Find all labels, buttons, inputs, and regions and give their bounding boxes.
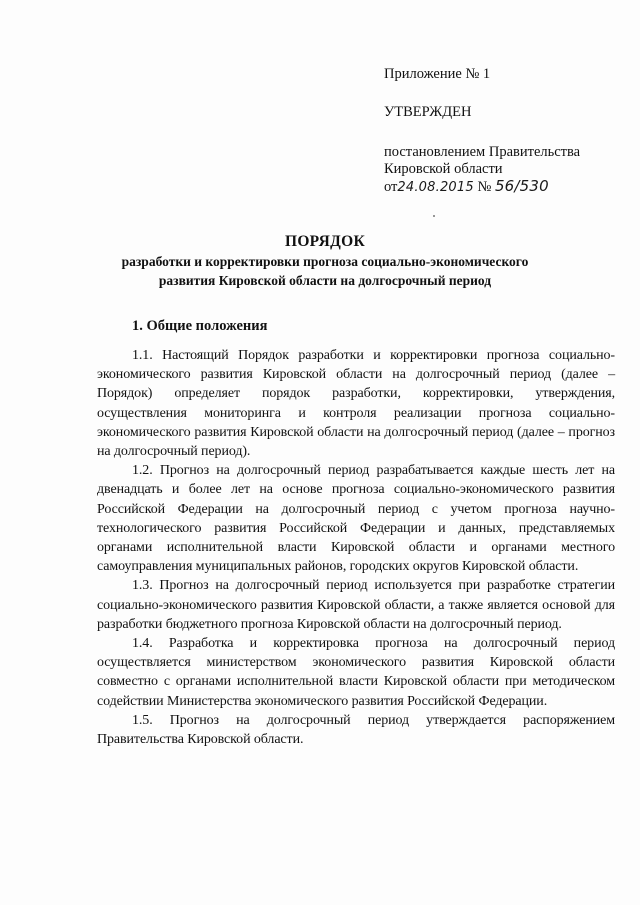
title-main: ПОРЯДОК — [284, 233, 366, 250]
section-heading: 1. Общие положения — [132, 318, 268, 334]
approved-label: УТВЕРЖДЕН — [384, 104, 472, 120]
decree-date-number — [384, 178, 624, 196]
date-prefix: от — [384, 179, 398, 195]
paragraph-1-1: 1.1. Настоящий Порядок разработки и корректировки прогноза социально-экономического развития Кировской области на долгосрочный период (далее – Порядок) определяет порядок разработки, корректировки, утверждения, осуществления мониторинга и контроля реализации прогноза социально-экономического развития Кировской области на долгосрочный период (далее – прогноз на долгосрочный период). — [97, 348, 615, 460]
paragraph-1-5: 1.5. Прогноз на долгосрочный период утверждается распоряжением Правительства Кировской области. — [97, 712, 615, 748]
title-subtitle-line-2: развития Кировской области на долгосрочный период — [158, 273, 492, 288]
decree-line-2: Кировской области — [384, 161, 503, 177]
title-subtitle-line-1: разработки и корректировки прогноза социально-экономического — [121, 254, 529, 269]
appendix-number: Приложение № 1 — [384, 66, 491, 82]
paragraph-1-2: 1.2. Прогноз на долгосрочный период разрабатывается каждые шесть лет на двенадцать и более лет на основе прогноза социально-экономического развития Российской Федерации на долгосрочный период с учетом прогноза научно-технологического развития Российской Федерации и данных, представляемых органами исполнительной власти Кировской области и органами местного самоуправления муниципальных районов, городских округов Кировской области. — [97, 463, 615, 575]
section-body — [97, 346, 615, 749]
handwritten-date: 24.08.2015 — [397, 180, 474, 195]
handwritten-number: 56/530 — [494, 177, 549, 195]
number-prefix: № — [477, 179, 492, 195]
paragraph-1-3: 1.3. Прогноз на долгосрочный период используется при разработке стратегии социально-экономического развития Кировской области, а также является основой для разработки бюджетного прогноза Кировской области на долгосрочный период. — [97, 578, 615, 632]
decree-line-1: постановлением Правительства — [384, 144, 581, 160]
approval-stamp-block — [384, 66, 624, 196]
scan-speck — [433, 215, 435, 217]
paragraph-1-4: 1.4. Разработка и корректировка прогноза на долгосрочный период осуществляется министерством экономического развития Кировской области совместно с органами исполнительной власти Кировской области при методическом содействии Министерства экономического развития Российской Федерации. — [97, 636, 615, 709]
document-title — [95, 233, 555, 289]
